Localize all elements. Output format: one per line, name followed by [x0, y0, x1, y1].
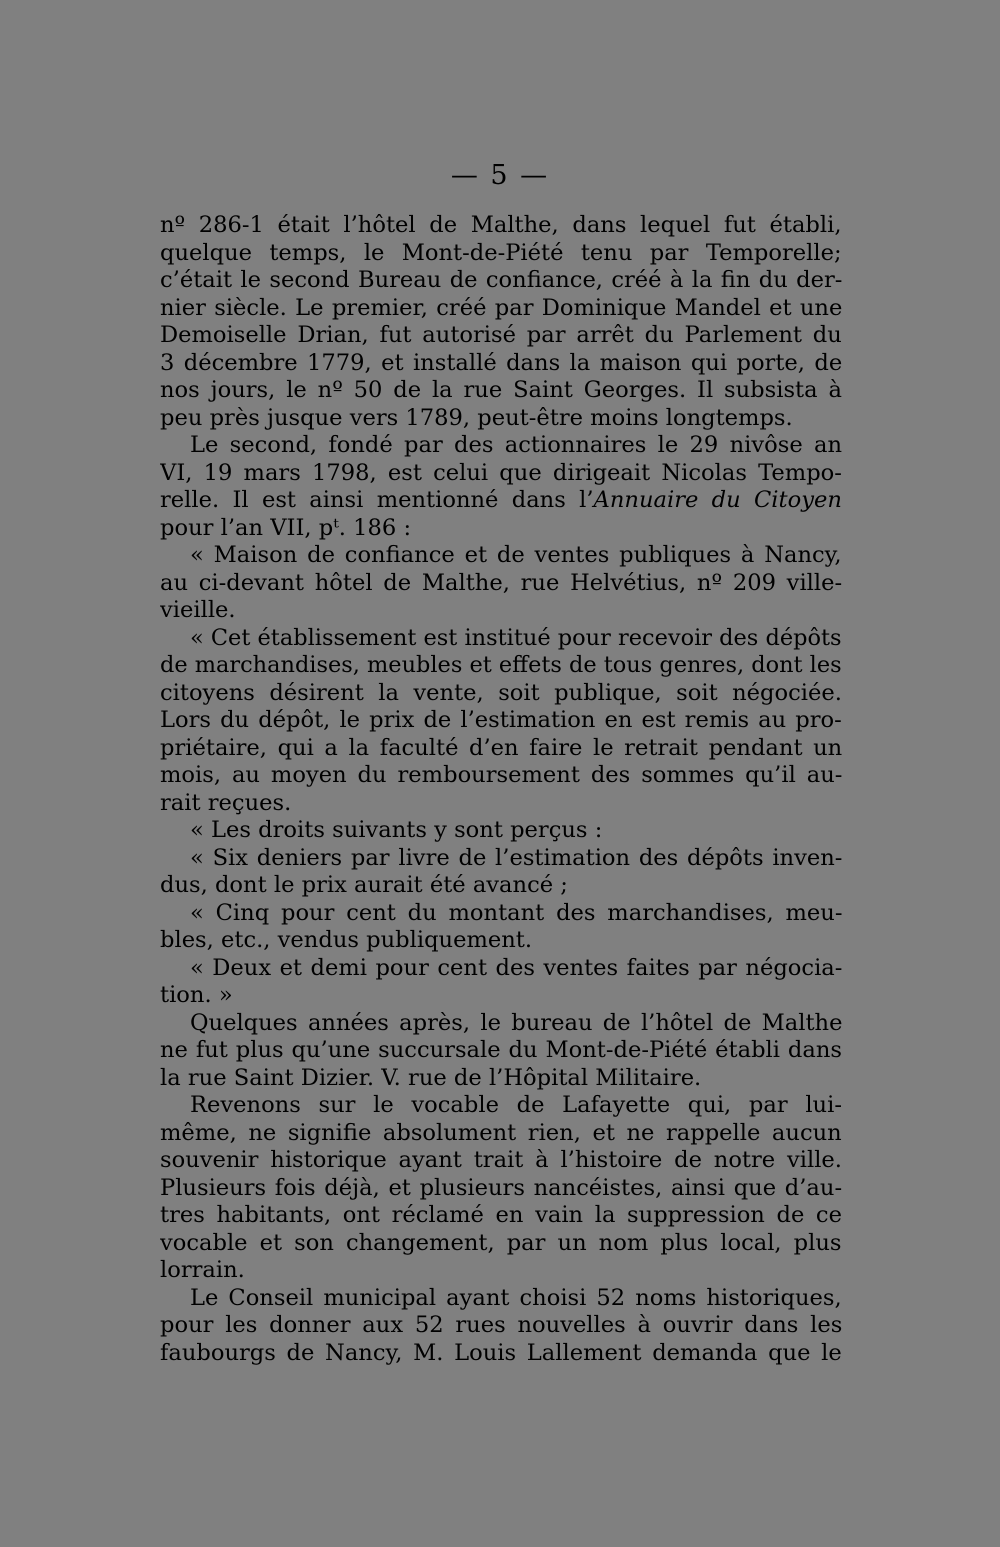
text-line-content: Plusieurs fois déjà, et plusieurs nancéistes, ainsi que d’au-: [160, 1174, 842, 1201]
text-line: [160, 982, 842, 1010]
text-line: [160, 1230, 842, 1258]
text-line: [160, 762, 842, 790]
text-line-content: faubourgs de Nancy, M. Louis Lallement demanda que le: [160, 1339, 842, 1366]
text-line: [160, 377, 842, 405]
text-line-content: Lors du dépôt, le prix de l’estimation en est remis au pro-: [160, 707, 842, 733]
text-line-content: nos jours, le nº 50 de la rue Saint Georges. Il subsista à: [160, 377, 842, 403]
text-line: [160, 432, 842, 460]
text-line-content: pour les donner aux 52 rues nouvelles à ouvrir dans les: [160, 1312, 842, 1338]
text-line-content: citoyens désirent la vente, soit publique, soit négociée.: [160, 679, 842, 706]
text-line: [160, 542, 842, 570]
text-line: [160, 927, 842, 955]
text-line: [160, 1010, 842, 1038]
text-line-content: Quelques années après, le bureau de l’hôtel de Malthe: [190, 1009, 842, 1036]
text-line-content: vocable et son changement, par un nom plus local, plus: [160, 1229, 842, 1256]
text-line-content: relle. Il est ainsi mentionné dans l’: [160, 487, 594, 513]
text-line-content: Le second, fondé par des actionnaires le 29 nivôse an: [190, 432, 842, 458]
text-line-content: Revenons sur le vocable de Lafayette qui, par lui-: [190, 1092, 842, 1118]
text-line: [160, 1202, 842, 1230]
text-line: [160, 625, 842, 653]
text-line: [160, 515, 842, 543]
text-line: [160, 460, 842, 488]
text-line-content: c’était le second Bureau de confiance, créé à la fin du der-: [160, 267, 842, 293]
text-line-content: rait reçues.: [160, 789, 292, 816]
text-line-content: souvenir historique ayant trait à l’histoire de notre ville.: [160, 1147, 842, 1173]
text-line: [160, 955, 842, 983]
text-line: [160, 322, 842, 350]
text-line-content: « Cet établissement est institué pour recevoir des dépôts: [190, 624, 842, 651]
text-line: [160, 212, 842, 240]
text-line: [160, 652, 842, 680]
text-line-content: Demoiselle Drian, fut autorisé par arrêt du Parlement du: [160, 322, 842, 348]
text-line: [160, 1092, 842, 1120]
text-line-content: « Six deniers par livre de l’estimation des dépôts inven-: [190, 844, 842, 871]
text-line-content: lorrain.: [160, 1257, 245, 1283]
text-line-content: mois, au moyen du remboursement des sommes qu’il au-: [160, 762, 842, 788]
text-line: [160, 1285, 842, 1313]
text-line-content: nº 286-1 était l’hôtel de Malthe, dans lequel fut établi,: [160, 212, 842, 238]
text-line-content: 3 décembre 1779, et installé dans la maison qui porte, de: [160, 349, 842, 376]
text-line: [160, 1120, 842, 1148]
text-line: [160, 872, 842, 900]
text-line: [160, 240, 842, 268]
text-line-content: dus, dont le prix aurait été avancé ;: [160, 872, 568, 898]
text-line-content: même, ne signifie absolument rien, et ne rappelle aucun: [160, 1119, 842, 1146]
text-line-content: bles, etc., vendus publiquement.: [160, 927, 533, 953]
text-line: [160, 707, 842, 735]
text-line: [160, 735, 842, 763]
text-line: [160, 570, 842, 598]
text-line: [160, 1175, 842, 1203]
text-line: [160, 1147, 842, 1175]
text-line: [160, 405, 842, 433]
text-line: [160, 817, 842, 845]
text-line: [160, 1312, 842, 1340]
text-line-content: « Deux et demi pour cent des ventes faites par négocia-: [190, 954, 842, 981]
text-line-content: tion. »: [160, 982, 233, 1008]
text-line-content: « Cinq pour cent du montant des marchandises, meu-: [190, 899, 842, 926]
text-line: [160, 1037, 842, 1065]
text-line: [160, 680, 842, 708]
text-line: [160, 597, 842, 625]
text-line: [160, 900, 842, 928]
text-line-content: quelque temps, le Mont-de-Piété tenu par Temporelle;: [160, 239, 842, 266]
text-line-content: pour l’an VII, pᵗ. 186 :: [160, 514, 412, 541]
text-line-content: ne fut plus qu’une succursale du Mont-de-Piété établi dans: [160, 1037, 842, 1063]
text-line-content: au ci-devant hôtel de Malthe, rue Helvétius, nº 209 ville-: [160, 569, 842, 596]
text-line: [160, 1257, 842, 1285]
text-line-content: « Les droits suivants y sont perçus :: [190, 817, 603, 843]
text-line-content: priétaire, qui a la faculté d’en faire le retrait pendant un: [160, 734, 842, 761]
text-line: [160, 845, 842, 873]
text-line: [160, 790, 842, 818]
text-line-content: nier siècle. Le premier, créé par Dominique Mandel et une: [160, 294, 842, 321]
text-line: [160, 1340, 842, 1368]
text-line-content: vieille.: [160, 597, 236, 623]
text-line-content: tres habitants, ont réclamé en vain la suppression de ce: [160, 1202, 842, 1228]
italic-title: Annuaire du Citoyen: [593, 487, 842, 513]
text-line: [160, 295, 842, 323]
text-line: [160, 1065, 842, 1093]
text-line-content: Le Conseil municipal ayant choisi 52 noms historiques,: [190, 1284, 842, 1311]
text-line-content: peu près jusque vers 1789, peut-être moins longtemps.: [160, 404, 793, 431]
text-line-content: VI, 19 mars 1798, est celui que dirigeait Nicolas Tempo-: [160, 459, 842, 486]
text-line-content: « Maison de confiance et de ventes publiques à Nancy,: [190, 542, 842, 568]
text-line: [160, 267, 842, 295]
page-number: — 5 —: [450, 160, 550, 191]
body-text: [160, 212, 842, 1367]
text-line-content: la rue Saint Dizier. V. rue de l’Hôpital Militaire.: [160, 1064, 702, 1091]
text-line: [160, 487, 842, 515]
text-line: [160, 350, 842, 378]
text-line-content: de marchandises, meubles et effets de tous genres, dont les: [160, 652, 842, 678]
